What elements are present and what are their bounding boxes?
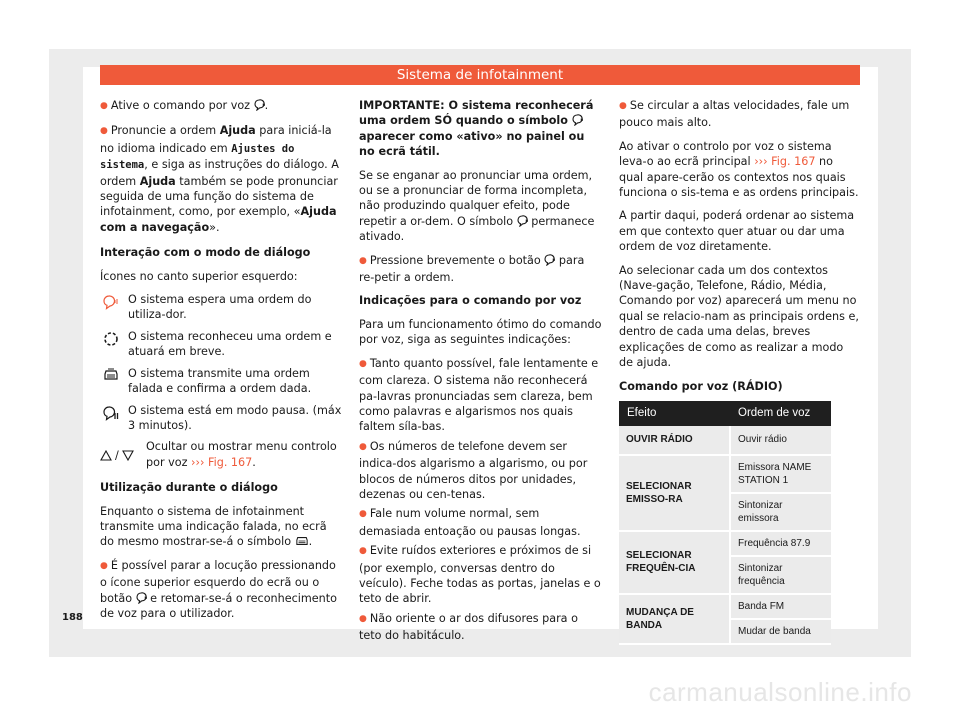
heading-utilizacao: Utilização durante o diálogo xyxy=(100,481,278,495)
voice-icon xyxy=(517,215,528,227)
bullet-repeat: ● Pressione brevemente o botão para re-petir a ordem. xyxy=(359,253,585,285)
bullet-pronounce: ● Pronuncie a ordem Ajuda para iniciá-la no idioma indicado em Ajustes do sistema, e siga as instruções do diálogo. A ordem Ajuda também se pode pronunciar seguida de uma função do sistema de infotainment, como, por exemplo, «Ajuda com a navegação». xyxy=(100,124,339,234)
figure-link[interactable]: ››› Fig. 167 xyxy=(754,155,816,169)
column-header: Ordem de voz xyxy=(730,401,831,426)
voice-icon xyxy=(136,592,147,604)
list-item: ● Fale num volume normal, sem demasiada entoação ou pausas longas. xyxy=(359,507,581,538)
page-number: 188 xyxy=(62,612,83,623)
para-activate: Ao ativar o controlo por voz o sistema leva-o ao ecrã principal ››› Fig. 167 no qual apare-cerão os contextos nos quais funciona o sis-tema e as ordens principais. xyxy=(619,139,859,200)
table-row: MUDANÇA DE BANDA Banda FM xyxy=(619,594,831,619)
table-row: SELECIONAR FREQUÊN-CIA Frequência 87.9 xyxy=(619,531,831,556)
para-contexts: Ao selecionar cada um dos contextos (Nave-gação, Telefone, Rádio, Média, Comando por voz) aparecerá um menu no qual se relacio-nam as principais ordens e, dentro de cada uma delas, breves explicações de como as realizar a modo de ajuda. xyxy=(619,263,859,370)
figure-link[interactable]: ››› Fig. 167 xyxy=(191,455,253,469)
table-row: Sintonizar emissora xyxy=(619,493,831,531)
icon-item-waiting: O sistema espera uma ordem do utiliza-dor. xyxy=(100,292,344,323)
bullet-dot-icon: ● xyxy=(359,613,367,624)
bullet-speed: ● Se circular a altas velocidades, fale um pouco mais alto. xyxy=(619,99,850,130)
bullet-stop: ● É possível parar a locução pressionando o ícone superior esquerdo do ecrã ou o botão e retomar-se-á o reconhecimento de voz para o utilizador. xyxy=(100,558,337,620)
table-row: SELECIONAR EMISSO-RA Emissora NAME STATION 1 xyxy=(619,455,831,493)
bullet-dot-icon: ● xyxy=(619,101,627,111)
icon-item-processing: O sistema reconheceu uma ordem e atuará em breve. xyxy=(100,329,344,360)
page-header: Sistema de infotainment xyxy=(100,65,860,85)
icon-item-speaking: O sistema transmite uma ordem falada e confirma a ordem dada. xyxy=(100,366,344,397)
icon-item-toggle-menu: / Ocultar ou mostrar menu controlo por voz ››› Fig. 167. xyxy=(100,439,344,470)
table-row: OUVIR RÁDIO Ouvir rádio xyxy=(619,426,831,455)
column-header: Efeito xyxy=(619,401,730,426)
voice-icon xyxy=(572,114,583,126)
bullet-dot-icon: ● xyxy=(359,509,367,520)
heading-indicacoes: Indicações para o comando por voz xyxy=(359,294,582,308)
bullet-dot-icon: ● xyxy=(359,546,367,557)
bullet-dot-icon: ● xyxy=(359,255,367,266)
speaking-icon xyxy=(295,535,309,547)
table-header-row xyxy=(619,401,831,426)
column-2 xyxy=(359,98,603,648)
table-title: Comando por voz (RÁDIO) xyxy=(619,379,783,393)
bullet-dot-icon: ● xyxy=(100,126,108,137)
voice-icon xyxy=(544,254,555,266)
column-1 xyxy=(100,98,344,629)
bullet-dot-icon: ● xyxy=(359,441,367,452)
table-row: Sintonizar frequência xyxy=(619,556,831,594)
para-utilizacao: Enquanto o sistema de infotainment transmite uma indicação falada, no ecrã do mesmo mostrar-se-á o símbolo . xyxy=(100,504,327,549)
important-note: IMPORTANTE: O sistema reconhecerá uma ordem SÓ quando o símbolo aparecer como «ativo» no painel ou no ecrã tátil. xyxy=(359,99,594,159)
mic-waiting-icon xyxy=(103,294,119,310)
processing-icon xyxy=(103,331,119,347)
icons-intro: Ícones no canto superior esquerdo: xyxy=(100,269,298,283)
list-item: ● Tanto quanto possível, fale lentamente e com clareza. O sistema não reconhecerá pa-lavras pronunciadas sem clareza, bem como palavras e algarismos nos quais faltem síla-bas. xyxy=(359,356,599,434)
voice-command-table xyxy=(619,401,831,645)
column-3 xyxy=(619,98,859,645)
icon-item-pause: O sistema está em modo pausa. (máx 3 minutos). xyxy=(100,403,344,434)
para-mistake: Se se enganar ao pronunciar uma ordem, ou se a pronunciar de forma incompleta, não produzindo qualquer efeito, pode repetir a or-dem. O símbolo permanece ativado. xyxy=(359,168,595,244)
para-indicacoes: Para um funcionamento ótimo do comando por voz, siga as seguintes indicações: xyxy=(359,317,602,347)
triangle-down-icon xyxy=(122,450,134,461)
bullet-dot-icon: ● xyxy=(100,101,108,111)
triangle-up-icon xyxy=(100,450,112,461)
mic-pause-icon xyxy=(103,405,119,421)
para-order: A partir daqui, poderá ordenar ao sistema em que contexto quer atuar ou dar uma ordem de voz diretamente. xyxy=(619,209,855,254)
list-item: ● Evite ruídos exteriores e próximos de si (por exemplo, conversas dentro do veículo). Feche todas as portas, janelas e o teto de abrir. xyxy=(359,544,601,606)
speaking-icon xyxy=(103,368,119,382)
heading-interacao: Interação com o modo de diálogo xyxy=(100,246,311,260)
table-row: Mudar de banda xyxy=(619,619,831,644)
bullet-activate: ● Ative o comando por voz . xyxy=(100,99,269,112)
voice-icon xyxy=(254,99,265,111)
list-item: ● Não oriente o ar dos difusores para o teto do habitáculo. xyxy=(359,611,578,643)
bullet-dot-icon: ● xyxy=(100,560,108,571)
bullet-dot-icon: ● xyxy=(359,358,367,369)
list-item: ● Os números de telefone devem ser indica-dos algarismo a algarismo, ou por blocos de números ditos por unidades, dezenas ou cen-tenas. xyxy=(359,439,588,501)
watermark: carmanualsonline.info xyxy=(648,677,912,707)
